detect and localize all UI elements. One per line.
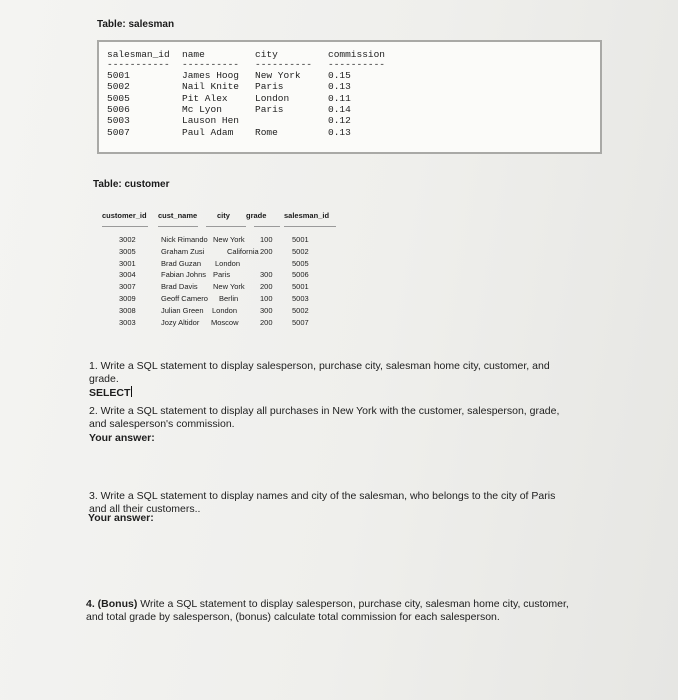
salesman-cell: 0.13 <box>328 126 351 138</box>
customer-cell: 300 <box>260 305 273 315</box>
salesman-cell: Paris <box>255 103 284 115</box>
customer-cell: 200 <box>260 317 273 327</box>
customer-cell: Fabian Johns <box>161 270 207 280</box>
customer-cell: 3004 <box>119 270 136 280</box>
customer-cell: 5002 <box>292 305 309 315</box>
question-4-line-1: Write a SQL statement to display salesperson, purchase city, salesman home city, customer, <box>137 598 569 610</box>
salesman-cell: Mc Lyon <box>182 103 222 115</box>
customer-cell: Brad Davis <box>161 282 198 292</box>
customer-cell: 5001 <box>292 235 309 244</box>
question-4-bonus-label: 4. (Bonus) <box>86 598 138 610</box>
salesman-table <box>97 40 602 154</box>
salesman-header-cell: name <box>182 49 205 60</box>
question-1 <box>89 360 550 386</box>
salesman-cell: 0.14 <box>328 103 351 115</box>
salesman-cell: Paris <box>255 81 284 93</box>
salesman-header-rule: ---------- <box>328 59 386 70</box>
salesman-cell: 0.13 <box>328 81 351 93</box>
customer-cell: 5005 <box>292 258 309 268</box>
customer-cell: 5002 <box>292 246 309 256</box>
customer-header-rule <box>206 226 246 227</box>
customer-cell: 5007 <box>292 317 309 327</box>
customer-cell: 300 <box>260 270 273 280</box>
customer-header-cell: cust_name <box>158 211 198 220</box>
salesman-cell: Rome <box>255 126 278 138</box>
salesman-cell: James Hoog <box>182 70 240 81</box>
question-1-line-1: 1. Write a SQL statement to display salesperson, purchase city, salesman home city, customer, and <box>89 360 550 372</box>
customer-cell: California <box>227 246 259 256</box>
text-cursor <box>131 386 132 397</box>
salesman-header-rule: ---------- <box>182 59 240 70</box>
customer-cell: New York <box>213 235 245 244</box>
customer-cell: 3005 <box>119 246 136 256</box>
customer-header-cell: grade <box>246 211 267 220</box>
customer-cell: London <box>215 258 241 268</box>
customer-cell: 100 <box>260 294 273 303</box>
customer-cell: 5003 <box>292 294 309 303</box>
salesman-header-rule: ---------- <box>255 59 313 70</box>
salesman-cell: 0.11 <box>328 92 351 104</box>
customer-cell: Graham Zusi <box>161 246 205 256</box>
customer-cell: Paris <box>213 270 231 280</box>
salesman-cell: 5001 <box>107 70 130 81</box>
customer-cell: New York <box>213 282 245 292</box>
salesman-cell: 0.15 <box>328 70 351 81</box>
customer-cell: Moscow <box>211 317 239 327</box>
customer-cell: Brad Guzan <box>161 258 202 268</box>
answer-1-text: SELECT <box>89 387 131 399</box>
customer-cell: Jozy Altidor <box>161 317 200 327</box>
salesman-cell: 5003 <box>107 115 130 127</box>
salesman-cell: Pit Alex <box>182 92 228 104</box>
question-2-line-1: 2. Write a SQL statement to display all purchases in New York with the customer, salesperson, grade, <box>89 405 560 417</box>
customer-cell: 200 <box>260 246 273 256</box>
customer-cell: 200 <box>260 282 273 292</box>
salesman-header-cell: salesman_id <box>107 49 170 60</box>
customer-cell: Geoff Camero <box>161 294 208 303</box>
customer-cell: Julian Green <box>161 305 204 315</box>
customer-cell: 5001 <box>292 282 309 292</box>
salesman-table-title: Table: salesman <box>97 19 175 30</box>
question-3-line-1: 3. Write a SQL statement to display names and city of the salesman, who belongs to the city of Paris <box>89 490 556 502</box>
customer-header-cell: customer_id <box>102 211 147 220</box>
answer-3-label: Your answer: <box>88 512 154 524</box>
customer-cell: London <box>212 305 238 315</box>
customer-cell: 3007 <box>119 282 136 292</box>
salesman-cell: 0.12 <box>328 115 351 127</box>
customer-cell: 3002 <box>119 235 136 244</box>
salesman-header-cell: commission <box>328 49 386 60</box>
salesman-cell: Lauson Hen <box>182 115 240 127</box>
customer-header-rule <box>284 226 336 227</box>
salesman-cell: London <box>255 92 290 104</box>
customer-cell: 3003 <box>119 317 136 327</box>
customer-cell: 3001 <box>119 258 136 268</box>
customer-cell: 5006 <box>292 270 309 280</box>
customer-table-title: Table: customer <box>93 179 170 190</box>
salesman-cell: New York <box>255 70 301 81</box>
customer-cell: 100 <box>260 235 273 244</box>
question-4-line-2: and total grade by salesperson, (bonus) calculate total commission for each salesperson. <box>86 611 500 623</box>
salesman-header-cell: city <box>255 49 278 60</box>
question-4 <box>86 598 569 624</box>
salesman-cell: 5005 <box>107 92 130 104</box>
answer-1-input[interactable] <box>89 386 132 400</box>
customer-header-cell: salesman_id <box>284 211 330 220</box>
question-1-line-2: grade. <box>89 373 119 385</box>
salesman-cell: Nail Knite <box>182 81 240 93</box>
customer-header-rule <box>102 226 148 227</box>
customer-header-rule <box>254 226 280 227</box>
customer-header-cell: city <box>217 211 230 220</box>
salesman-cell: 5002 <box>107 81 130 93</box>
customer-cell: 3009 <box>119 294 136 303</box>
answer-2-label: Your answer: <box>89 432 155 444</box>
question-3 <box>89 490 555 516</box>
customer-header-rule <box>158 226 198 227</box>
question-2 <box>89 405 559 431</box>
salesman-header-rule: ----------- <box>107 59 170 70</box>
customer-cell: Nick Rimando <box>161 235 208 244</box>
salesman-cell: 5007 <box>107 126 130 138</box>
salesman-cell: Paul Adam <box>182 126 234 138</box>
question-3-line-2: and all their customers.. <box>89 503 201 515</box>
salesman-cell: 5006 <box>107 103 130 115</box>
question-2-line-2: and salesperson's commission. <box>89 418 235 430</box>
customer-cell: Berlin <box>219 294 239 303</box>
customer-cell: 3008 <box>119 305 136 315</box>
